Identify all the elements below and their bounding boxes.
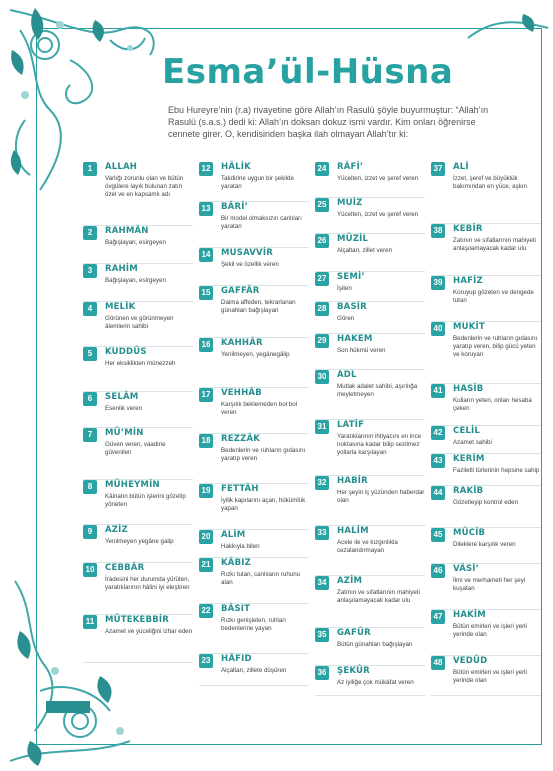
name-entry (315, 162, 425, 198)
entry-number-badge: 4 (83, 302, 97, 316)
name-entry (431, 656, 541, 696)
name-entry (431, 454, 541, 486)
entry-name: HALİM (337, 526, 369, 536)
entry-name: MÜCİB (453, 528, 486, 538)
entry-meaning: Varlığı zorunlu olan ve bütün övgülere layık bulunan zatın özel ve en kapsamlı adı (105, 175, 184, 198)
entry-number-badge: 19 (199, 484, 213, 498)
entry-meaning: Güven veren, vaadine güvenilen (105, 441, 166, 456)
entry-name: BÂRİ’ (221, 202, 248, 212)
name-entry (199, 202, 309, 248)
entry-meaning: Zatının ve sıfatlarının mahiyeti anlaşılamayacak kadar ulu (337, 589, 420, 604)
entry-name: RAHİM (105, 264, 138, 274)
entry-number-badge: 17 (199, 388, 213, 402)
entry-meaning: Kulların yeten, onları hesaba çeken (453, 397, 532, 412)
entry-number-badge: 33 (315, 526, 329, 540)
entry-number-badge: 8 (83, 480, 97, 494)
entry-name: VÂSİ’ (453, 564, 480, 574)
entry-number-badge: 26 (315, 234, 329, 248)
entry-name: ALİ (453, 162, 469, 172)
name-entry (199, 338, 309, 388)
name-entry (83, 615, 193, 663)
entry-number-badge: 24 (315, 162, 329, 176)
entry-meaning: Zatının ve sıfatlarının mahiyeti anlaşılamayacak kadar ulu (453, 237, 536, 252)
entry-name: LATİF (337, 420, 365, 430)
entry-number-badge: 14 (199, 248, 213, 262)
entry-number-badge: 18 (199, 434, 213, 448)
entry-name: HAFİZ (453, 276, 483, 286)
entry-name: BASİR (337, 302, 367, 312)
entry-name: MUİZ (337, 198, 363, 208)
name-entry (83, 302, 193, 347)
name-entry (83, 347, 193, 392)
name-entry (315, 666, 425, 696)
entry-number-badge: 39 (431, 276, 445, 290)
entry-number-badge: 11 (83, 615, 97, 629)
entry-meaning: Bütün emirleri ve işleri yerli yerinde olan (453, 669, 527, 684)
name-entry (431, 426, 541, 454)
entry-name: MÜTEKEBBİR (105, 615, 170, 625)
entry-name: KAHHÂR (221, 338, 263, 348)
entry-meaning: Yaratıklarının ihtiyacını en ince noktasına kadar bilip sezilmez yollarla karşılayan (337, 433, 422, 456)
entry-number-badge: 1 (83, 162, 97, 176)
entry-name: VEHHÂB (221, 388, 262, 398)
entry-meaning: Son hükmü veren (337, 347, 386, 354)
entry-number-badge: 2 (83, 226, 97, 240)
entry-number-badge: 34 (315, 576, 329, 590)
name-entry (199, 484, 309, 530)
entry-name: ADL (337, 370, 357, 380)
name-entry (315, 272, 425, 302)
entry-meaning: Bağışlayan, esirgeyen (105, 277, 166, 284)
name-entry (199, 388, 309, 434)
name-entry (431, 610, 541, 656)
page-title: Esma’ül-Hüsna (162, 52, 454, 92)
entry-name: ALLAH (105, 162, 138, 172)
entry-name: ALİM (221, 530, 246, 540)
name-entry (431, 224, 541, 276)
entry-meaning: Yenilmeyen, yegânegâlip (221, 351, 290, 358)
entry-name: MUSAVVİR (221, 248, 273, 258)
name-entry (431, 564, 541, 610)
entry-meaning: Dileklere karşılık veren (453, 541, 516, 548)
entry-meaning: Az iyiliğe çok mükâfat veren (337, 679, 414, 686)
entry-meaning: Hakkıyla bilen (221, 543, 260, 550)
entry-meaning: İzzet, şeref ve büyüklük bakımından en yüce, aşkın (453, 175, 527, 190)
entry-number-badge: 37 (431, 162, 445, 176)
name-entry (199, 654, 309, 686)
entry-name: REZZÂK (221, 434, 261, 444)
name-entry (431, 528, 541, 564)
entry-number-badge: 3 (83, 264, 97, 278)
names-column-3 (315, 162, 425, 696)
entry-meaning: Bedenlerin ve ruhların gıdasını yaratıp veren, bilip gücü yeten ve koruyan (453, 335, 538, 358)
name-entry (431, 162, 541, 224)
entry-meaning: Yücelten, izzet ve şeref veren (337, 175, 419, 182)
entry-number-badge: 23 (199, 654, 213, 668)
entry-name: BÂSIT (221, 604, 251, 614)
entry-meaning: Görünen ve görünmeyen âlemlerin sahibi (105, 315, 174, 330)
entry-meaning: Karşılık beklemeden bol bol veren (221, 401, 298, 416)
entry-number-badge: 21 (199, 558, 213, 572)
entry-name: HÂLİK (221, 162, 251, 172)
entry-name: AZİZ (105, 525, 128, 535)
entry-number-badge: 29 (315, 334, 329, 348)
entry-name: RAKİB (453, 486, 484, 496)
name-entry (431, 486, 541, 528)
entry-meaning: Rızkı genişleten, ruhları bedenlerine yayan (221, 617, 286, 632)
names-column-4 (431, 162, 541, 696)
entry-meaning: Yücelten, izzet ve şeref veren (337, 211, 419, 218)
entry-meaning: Azamet ve yüceliğini izhar eden (105, 628, 193, 635)
entry-name: MUKİT (453, 322, 485, 332)
entry-name: HAKİM (453, 610, 486, 620)
entry-number-badge: 5 (83, 347, 97, 361)
entry-name: MÜHEYMİN (105, 480, 160, 490)
entry-name: KUDDÛS (105, 347, 147, 357)
entry-number-badge: 41 (431, 384, 445, 398)
entry-name: KEBİR (453, 224, 483, 234)
entry-number-badge: 13 (199, 202, 213, 216)
entry-meaning: Bedenlerin ve ruhların gıdasını yaratıp veren (221, 447, 306, 462)
name-entry (199, 286, 309, 338)
name-entry (431, 276, 541, 322)
entry-number-badge: 44 (431, 486, 445, 500)
entry-meaning: Alçaltan, zillet veren (337, 247, 393, 254)
name-entry (199, 558, 309, 604)
entry-number-badge: 30 (315, 370, 329, 384)
entry-name: VEDÛD (453, 656, 488, 666)
entry-meaning: Kâinatın bütün işlerini gözetip yöneten (105, 493, 186, 508)
name-entry (315, 334, 425, 370)
entry-number-badge: 10 (83, 563, 97, 577)
entry-number-badge: 35 (315, 628, 329, 642)
entry-name: HASİB (453, 384, 484, 394)
name-entry (199, 530, 309, 558)
entry-meaning: Gözetleyip kontrol eden (453, 499, 519, 506)
entry-number-badge: 12 (199, 162, 213, 176)
entry-meaning: Bağışlayan, esirgeyen (105, 239, 166, 246)
entry-name: RÂFİ’ (337, 162, 364, 172)
entry-meaning: Rızkı tutan, canlıların ruhunu alan (221, 571, 301, 586)
entry-name: KÂBIZ (221, 558, 251, 568)
entry-meaning: Faziletli türlerinin hepsine sahip (453, 467, 540, 474)
entry-meaning: Bütün emirleri ve işleri yerli yerinde olan (453, 623, 527, 638)
name-entry (83, 428, 193, 480)
entry-name: GAFFÂR (221, 286, 260, 296)
name-entry (315, 302, 425, 334)
entry-name: HÂFID (221, 654, 252, 664)
entry-number-badge: 9 (83, 525, 97, 539)
entry-meaning: Koruyup gözeten ve dengede tutan (453, 289, 534, 304)
entry-name: MELİK (105, 302, 136, 312)
entry-meaning: Her şeyin iç yüzünden haberdar olan (337, 489, 425, 504)
entry-meaning: Daima affeden, tekrarlanan günahları bağışlayan (221, 299, 296, 314)
name-entry (83, 162, 193, 226)
entry-number-badge: 27 (315, 272, 329, 286)
entry-number-badge: 28 (315, 302, 329, 316)
name-entry (315, 576, 425, 628)
entry-meaning: Takdirine uygun bir şekilde yaratan (221, 175, 294, 190)
name-entry (199, 434, 309, 484)
entry-name: ŞEKÛR (337, 666, 370, 676)
name-entry (83, 480, 193, 525)
names-column-1 (83, 162, 193, 663)
entry-meaning: Bir model olmaksızın canlıları yaratan (221, 215, 302, 230)
entry-number-badge: 7 (83, 428, 97, 442)
entry-meaning: İyilik kapılarını açan, hükümlük yapan (221, 497, 306, 512)
floral-ornament-topright (463, 8, 553, 48)
entry-meaning: İlmi ve merhameti her şeyi kuşatan (453, 577, 526, 592)
entry-name: HABİR (337, 476, 368, 486)
entry-number-badge: 6 (83, 392, 97, 406)
entry-meaning: Esenlik veren (105, 405, 143, 412)
entry-number-badge: 20 (199, 530, 213, 544)
entry-number-badge: 43 (431, 454, 445, 468)
entry-meaning: Azamet sahibi (453, 439, 492, 446)
name-entry (431, 384, 541, 426)
entry-name: MÜ’MİN (105, 428, 144, 438)
entry-name: KERİM (453, 454, 485, 464)
name-entry (315, 628, 425, 666)
entry-name: RAHMÂN (105, 226, 149, 236)
name-entry (431, 322, 541, 384)
entry-meaning: Alçaltan, zillete düşüren (221, 667, 287, 674)
entry-number-badge: 40 (431, 322, 445, 336)
entry-meaning: Gören (337, 315, 355, 322)
name-entry (315, 420, 425, 476)
name-entry (83, 525, 193, 563)
entry-meaning: Her eksiklikten münezzeh (105, 360, 176, 367)
entry-name: HAKEM (337, 334, 373, 344)
entry-meaning: Mutlak adalet sahibi, aşırılığa meyletmeyen (337, 383, 418, 398)
entry-name: CEBBÂR (105, 563, 145, 573)
name-entry (315, 198, 425, 234)
entry-number-badge: 15 (199, 286, 213, 300)
entry-number-badge: 45 (431, 528, 445, 542)
entry-meaning: İradesini her durumda yürüten, yaratıklarının hâlini iyi eleştiren (105, 576, 190, 591)
name-entry (199, 162, 309, 202)
entry-number-badge: 42 (431, 426, 445, 440)
entry-meaning: Şekil ve özellik veren (221, 261, 279, 268)
entry-name: MÜZİL (337, 234, 369, 244)
entry-name: CELİL (453, 426, 481, 436)
entry-number-badge: 38 (431, 224, 445, 238)
entry-meaning: Yenilmeyen yegâne galip (105, 538, 174, 545)
name-entry (83, 264, 193, 302)
entry-number-badge: 36 (315, 666, 329, 680)
entry-meaning: Acele ile ve kızgınlıkla cezalandırmayan (337, 539, 398, 554)
name-entry (83, 226, 193, 264)
entry-name: FETTÂH (221, 484, 259, 494)
name-entry (315, 234, 425, 272)
name-entry (315, 476, 425, 526)
entry-name: AZİM (337, 576, 363, 586)
name-entry (83, 563, 193, 615)
name-entry (315, 526, 425, 576)
entry-number-badge: 46 (431, 564, 445, 578)
entry-name: GAFÛR (337, 628, 371, 638)
entry-name: SELÂM (105, 392, 139, 402)
entry-name: SEMİ’ (337, 272, 365, 282)
entry-number-badge: 31 (315, 420, 329, 434)
entry-number-badge: 48 (431, 656, 445, 670)
entry-number-badge: 32 (315, 476, 329, 490)
intro-text: Ebu Hureyre’nin (r.a) rivayetine göre Allah’ın Rasulü şöyle buyurmuştur: “Allah’ın Rasulü (s.a.s.) dedi ki: Allah’ın doksan dokuz ismi vardır. Kim onları öğrenirse cennete girer. O, kendisinden başka ilah olmayan Allah’tır ki: (168, 105, 489, 139)
name-entry (199, 604, 309, 654)
name-entry (83, 392, 193, 428)
entry-number-badge: 22 (199, 604, 213, 618)
entry-meaning: İşiten (337, 285, 352, 292)
entry-number-badge: 16 (199, 338, 213, 352)
name-entry (315, 370, 425, 420)
entry-meaning: Bütün günahları bağışlayan (337, 641, 413, 648)
name-entry (199, 248, 309, 286)
entry-number-badge: 25 (315, 198, 329, 212)
entry-number-badge: 47 (431, 610, 445, 624)
names-column-2 (199, 162, 309, 686)
